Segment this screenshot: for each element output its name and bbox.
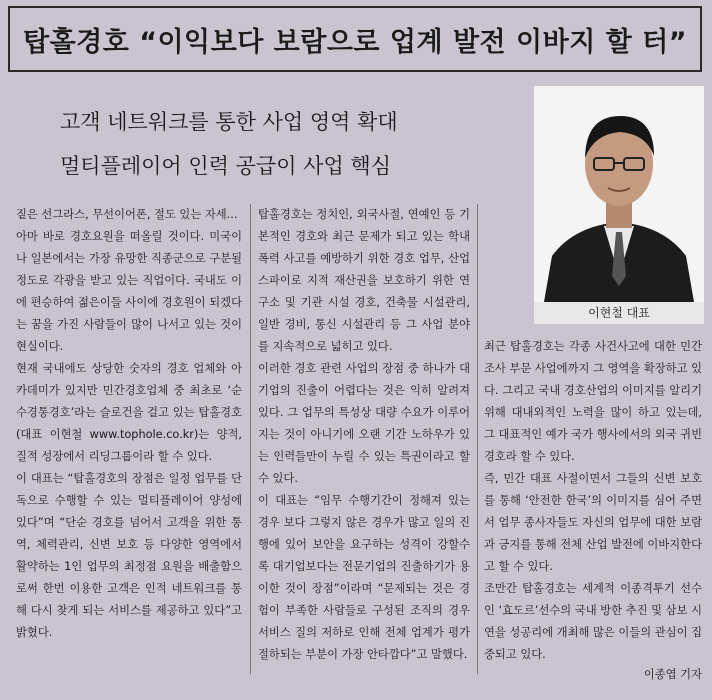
paragraph: 즉, 민간 대표 사절이면서 그들의 신변 보호를 통해 ‘안전한 한국’의 이미지를 심어 주면서 업무 종사자들도 자신의 업무에 대한 보람과 긍지를 통해 전체 산업 발전에 이바지한다고 할 수 있다. — [484, 472, 702, 573]
paragraph: 조만간 탑홀경호는 세계적 이종격투기 선수인 ‘효도르’선수의 국내 방한 추진 및 삼보 시연을 성공리에 개최해 많은 이들의 관심이 집중되고 있다. — [484, 582, 702, 661]
paragraph: 아마 바로 경호요원을 떠올릴 것이다. 미국이나 일본에서는 가장 유망한 직종군으로 구분될 정도로 각광을 받고 있는 직업이다. 국내도 이에 편승하여 젊은이들 사이에 경호원이 되겠다는 꿈을 가진 사람들이 많이 나서고 있는 것이 현실이다. — [16, 230, 242, 353]
paragraph: 탑홀경호는 정치인, 외국사절, 연예인 등 기본적인 경호와 최근 문제가 되고 있는 학내 폭력 사고를 예방하기 위한 경호 업무, 산업스파이로 지적 재산권을 보호하기 위한 연구소 및 기관 시설 경호, 건축물 시설관리, 일반 경비, 통신 시설관리 등 그 사업 분야를 지속적으로 넓히고 있다. — [258, 208, 470, 353]
byline: 이종엽 기자 — [643, 668, 702, 681]
portrait-photo — [534, 86, 704, 302]
subhead-2: 멀티플레이어 인력 공급이 사업 핵심 — [60, 154, 391, 178]
paragraph: 현재 국내에도 상당한 숫자의 경호 업체와 아카데미가 있지만 민간경호업체 중 최초로 ‘순수경통경호’라는 슬로건을 걸고 있는 탑홀경호(대표 이현철 www.tophole.co.kr)는 양적, 질적 성장에서 리딩그룹이라 할 수 있다. — [16, 362, 242, 463]
column-divider — [477, 204, 478, 674]
paragraph: 짙은 선그라스, 무선이어폰, 절도 있는 자세... — [16, 208, 238, 221]
column-divider — [250, 204, 251, 674]
article-column-2 — [258, 204, 470, 666]
photo-caption: 이현철 대표 — [534, 302, 704, 324]
article-column-3 — [484, 336, 702, 666]
headline-box — [8, 6, 702, 72]
article-column-1 — [16, 204, 242, 644]
paragraph: 이러한 경호 관련 사업의 장점 중 하나가 대기업의 진출이 어렵다는 것은 익히 알려져 있다. 그 업무의 특성상 대량 수요가 이루어지는 것이 아니기에 오랜 기간 노하우가 있는 인력들만이 누릴 수 있는 특권이라고 할 수 있다. — [258, 362, 470, 485]
portrait-illustration — [534, 86, 704, 302]
headline: 탑홀경호 “이익보다 보람으로 업계 발전 이바지 할 터” — [22, 26, 687, 58]
paragraph: 이 대표는 “임무 수행기간이 정해져 있는 경우 보다 그렇지 않은 경우가 많고 일의 진행에 있어 보안을 요구하는 성격이 강할수록 대기업보다는 전문기업의 진출하기가 용이한 것이 장점”이라며 “문제되는 것은 경험이 부족한 사람들로 구성된 조직의 경우 서비스 질의 저하로 인해 전체 업계가 평가 절하되는 부분이 가장 안타깝다”고 말했다. — [258, 494, 470, 661]
subhead-1: 고객 네트워크를 통한 사업 영역 확대 — [60, 110, 398, 134]
paragraph: 최근 탑홀경호는 각종 사건사고에 대한 민간조사 부문 사업에까지 그 영역을 확장하고 있다. 그리고 국내 경호산업의 이미지를 알리기 위해 대내외적인 노력을 많이 하고 있는데, 그 대표적인 예가 국가 행사에서의 외국 귀빈 경호라 할 수 있다. — [484, 340, 702, 463]
paragraph: 이 대표는 “탑홀경호의 장점은 일정 업무를 단독으로 수행할 수 있는 멀티플레이어 양성에 있다”며 “단순 경호를 넘어서 고객을 위한 통역, 체력관리, 신변 보호 등 다양한 영역에서 활약하는 1인 업무의 최정점 요원을 배출함으로써 한번 이용한 고객은 인적 네트워크를 통해 다시 찾게 되는 서비스를 제공하고 있다”고 밝혔다. — [16, 472, 242, 639]
